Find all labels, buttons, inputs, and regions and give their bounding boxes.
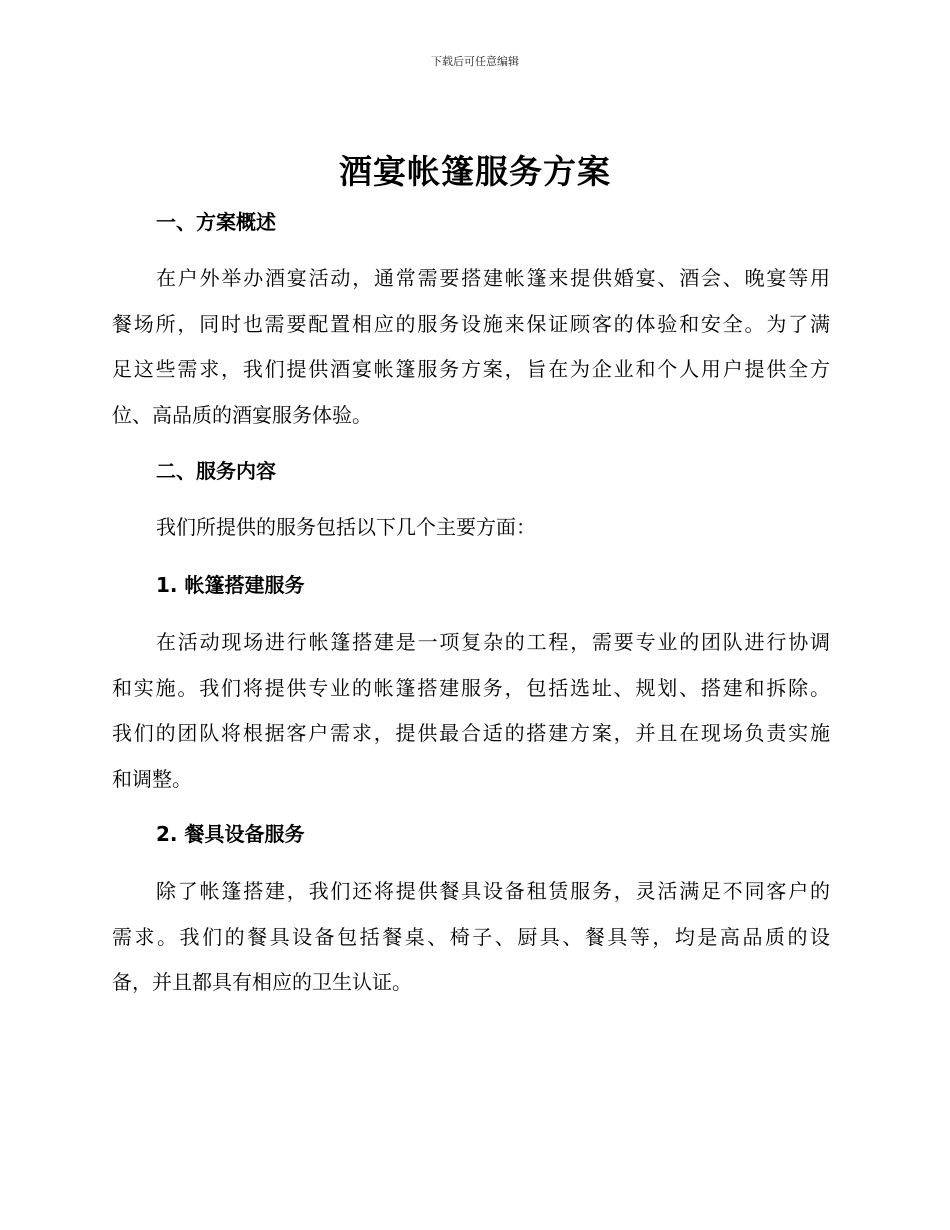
paragraph-line: 在活动现场进行帐篷搭建是一项复杂的工程，需要专业的团队进行协调 bbox=[156, 630, 830, 654]
paragraph-line: 备，并且都具有相应的卫生认证。 bbox=[112, 970, 412, 994]
paragraph-overview bbox=[112, 256, 830, 438]
paragraph-line: 除了帐篷搭建，我们还将提供餐具设备租赁服务，灵活满足不同客户的 bbox=[156, 879, 830, 903]
paragraph-line: 足这些需求，我们提供酒宴帐篷服务方案，旨在为企业和个人用户提供全方 bbox=[112, 357, 830, 381]
section-heading-tent-setup: 1. 帐篷搭建服务 bbox=[156, 573, 305, 597]
section-heading-overview: 一、方案概述 bbox=[156, 210, 276, 234]
header-note: 下载后可任意编辑 bbox=[431, 55, 519, 68]
document-title: 酒宴帐篷服务方案 bbox=[339, 152, 611, 191]
paragraph-line: 和调整。 bbox=[112, 766, 192, 791]
paragraph-line: 需求。我们的餐具设备包括餐桌、椅子、厨具、餐具等，均是高品质的设 bbox=[112, 924, 830, 949]
section-heading-services: 二、服务内容 bbox=[156, 459, 276, 483]
paragraph-line: 餐场所，同时也需要配置相应的服务设施来保证顾客的体验和安全。为了满 bbox=[112, 311, 830, 336]
paragraph-line: 我们所提供的服务包括以下几个主要方面： bbox=[156, 515, 536, 539]
paragraph-line: 和实施。我们将提供专业的帐篷搭建服务，包括选址、规划、搭建和拆除。 bbox=[112, 675, 830, 700]
paragraph-line: 位、高品质的酒宴服务体验。 bbox=[112, 402, 372, 427]
section-heading-tableware: 2. 餐具设备服务 bbox=[156, 822, 305, 846]
paragraph-tent-setup bbox=[112, 620, 830, 802]
paragraph-tableware bbox=[112, 869, 830, 1006]
paragraph-services-intro bbox=[112, 505, 830, 551]
paragraph-line: 我们的团队将根据客户需求，提供最合适的搭建方案，并且在现场负责实施 bbox=[112, 721, 830, 745]
paragraph-line: 在户外举办酒宴活动，通常需要搭建帐篷来提供婚宴、酒会、晚宴等用 bbox=[156, 266, 830, 290]
